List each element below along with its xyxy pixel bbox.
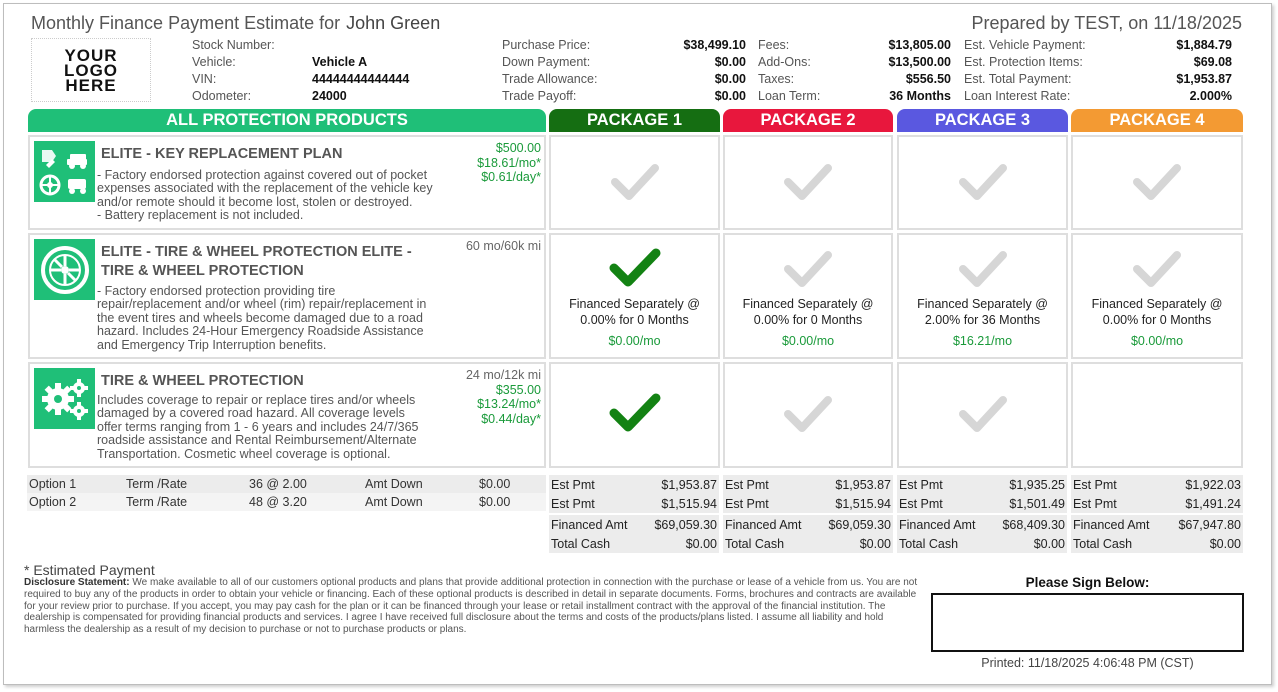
- product-tire-wheel: [28, 362, 546, 468]
- package-2-tire-elite-cell[interactable]: Financed Separately @ 0.00% for 0 Months $0.00/mo: [723, 233, 893, 359]
- car-key-services-icon: [34, 141, 95, 202]
- sign-label: Please Sign Below:: [1025, 575, 1150, 590]
- product-price: 60 mo/60k mi: [465, 239, 541, 253]
- products-header: ALL PROTECTION PRODUCTS: [28, 109, 546, 132]
- estimated-note: * Estimated Payment: [24, 562, 155, 578]
- product-description: - Factory endorsed protection against covered out of pocket expenses associated with the replacement of the vehicle key and/or remote should it become lost, stolen or destroyed. - Battery replacement is not included.: [97, 168, 433, 223]
- check-icon: [784, 249, 832, 289]
- package-1-tire-elite-cell[interactable]: Financed Separately @ 0.00% for 0 Months $0.00/mo: [549, 233, 720, 359]
- check-icon: [959, 162, 1007, 202]
- package-4-tire-cell[interactable]: [1071, 362, 1243, 468]
- package-3-payments: Est Pmt $1,935.25 Est Pmt $1,501.49 Financed Amt $68,409.30 Total Cash $0.00: [897, 475, 1067, 553]
- product-key-replacement: [28, 135, 546, 230]
- check-icon-active: [609, 247, 661, 289]
- product-name: TIRE & WHEEL PROTECTION: [101, 373, 304, 389]
- customer-name: John Green: [346, 13, 441, 33]
- check-icon: [784, 394, 832, 434]
- product-tire-wheel-elite: [28, 233, 546, 359]
- disclosure-statement: Disclosure Statement: We make available to all of our customers optional products and plans that provide additional protection in connection with the purchase or lease of a vehicle from us. You are not required to buy any of the products in order to obtain your vehicle or financing. Each of these optional products is described in detail in separate documents. Forms, brochures and contracts are available for your review prior to purchase. If you accept, you may pay cash for the plan or it can be financed through your lease or retail installment contract with the approval of the financial institution. The dealership is compensated for providing financial products and services. I agree I have received full disclosure about the terms and costs of the products/plans listed. I assume all liability and hold harmless the dealership as a result of my decision to purchase or not to purchase products or plans.: [24, 577, 918, 636]
- package-3-tire-elite-cell[interactable]: Financed Separately @ 2.00% for 36 Months $16.21/mo: [897, 233, 1068, 359]
- printed-timestamp: Printed: 11/18/2025 4:06:48 PM (CST): [981, 656, 1194, 670]
- check-icon: [611, 162, 659, 202]
- package-2-key-cell[interactable]: [723, 135, 893, 230]
- package-1-tire-cell[interactable]: [549, 362, 720, 468]
- finance-options: [27, 475, 546, 511]
- package-4-key-cell[interactable]: [1071, 135, 1243, 230]
- estimates-info: Est. Vehicle Payment: $1,884.79 Est. Protection Items: $69.08 Est. Total Payment: $1,953.87 Loan Interest Rate: 2.000%: [964, 38, 1232, 103]
- odometer-value: 24000: [312, 89, 347, 103]
- check-icon: [1133, 162, 1181, 202]
- product-description: - Factory endorsed protection providing tire repair/replacement and/or wheel (rim) repair/replacement in the event tires and wheels become damaged due to a road hazard. Includes 24-Hour Emergency Roadside Assistance and Emergency Trip Interruption benefits.: [97, 284, 427, 352]
- product-description: Includes coverage to repair or replace tires and/or wheels damaged by a covered road hazard. All coverage levels offer terms ranging from 1 - 6 years and includes 24/7/365 roadside assistance and Rental Reimbursement/Alternate Transportation. Cosmetic wheel coverage is optional.: [97, 393, 419, 461]
- package-3-key-cell[interactable]: [897, 135, 1068, 230]
- fees-info: Fees: $13,805.00 Add-Ons: $13,500.00 Taxes: $556.50 Loan Term: 36 Months: [758, 38, 951, 103]
- check-icon: [1133, 249, 1181, 289]
- logo-placeholder: YOUR LOGO HERE: [31, 38, 151, 102]
- package-2-header[interactable]: PACKAGE 2: [723, 109, 893, 132]
- pricing-info: Purchase Price: $38,499.10 Down Payment: $0.00 Trade Allowance: $0.00 Trade Payoff: $0.00: [502, 38, 746, 103]
- package-1-key-cell[interactable]: [549, 135, 720, 230]
- page-title: Monthly Finance Payment Estimate for John Green: [31, 13, 441, 33]
- check-icon: [959, 394, 1007, 434]
- package-3-header[interactable]: PACKAGE 3: [897, 109, 1068, 132]
- vehicle-info: Stock Number: Vehicle: Vehicle A VIN: 44444444444444 Odometer: 24000: [192, 38, 410, 103]
- product-price: 24 mo/12k mi $355.00 $13.24/mo* $0.44/day*: [465, 368, 541, 426]
- package-4-tire-elite-cell[interactable]: Financed Separately @ 0.00% for 0 Months $0.00/mo: [1071, 233, 1243, 359]
- vin-value: 44444444444444: [312, 72, 410, 86]
- package-2-payments: Est Pmt $1,953.87 Est Pmt $1,515.94 Financed Amt $69,059.30 Total Cash $0.00: [723, 475, 893, 553]
- product-name: ELITE - KEY REPLACEMENT PLAN: [101, 146, 343, 162]
- package-1-payments: Est Pmt $1,953.87 Est Pmt $1,515.94 Financed Amt $69,059.30 Total Cash $0.00: [549, 475, 719, 553]
- vehicle-value: Vehicle A: [312, 55, 368, 69]
- signature-box[interactable]: [931, 593, 1244, 652]
- option-row: Option 1 Term /Rate 36 @ 2.00 Amt Down $0.00: [27, 475, 546, 493]
- check-icon: [959, 249, 1007, 289]
- prepared-by: Prepared by TEST, on 11/18/2025: [971, 13, 1242, 33]
- package-1-header[interactable]: PACKAGE 1: [549, 109, 720, 132]
- gears-icon: [34, 368, 95, 429]
- package-4-header[interactable]: PACKAGE 4: [1071, 109, 1243, 132]
- product-name: ELITE - TIRE & WHEEL PROTECTION ELITE - TIRE & WHEEL PROTECTION: [101, 244, 412, 279]
- check-icon-active: [609, 392, 661, 434]
- product-price: $500.00 $18.61/mo* $0.61/day*: [477, 141, 541, 184]
- package-3-tire-cell[interactable]: [897, 362, 1068, 468]
- wheel-icon: [34, 239, 95, 300]
- package-4-payments: Est Pmt $1,922.03 Est Pmt $1,491.24 Financed Amt $67,947.80 Total Cash $0.00: [1071, 475, 1243, 553]
- option-row: Option 2 Term /Rate 48 @ 3.20 Amt Down $0.00: [27, 493, 546, 511]
- check-icon: [784, 162, 832, 202]
- package-2-tire-cell[interactable]: [723, 362, 893, 468]
